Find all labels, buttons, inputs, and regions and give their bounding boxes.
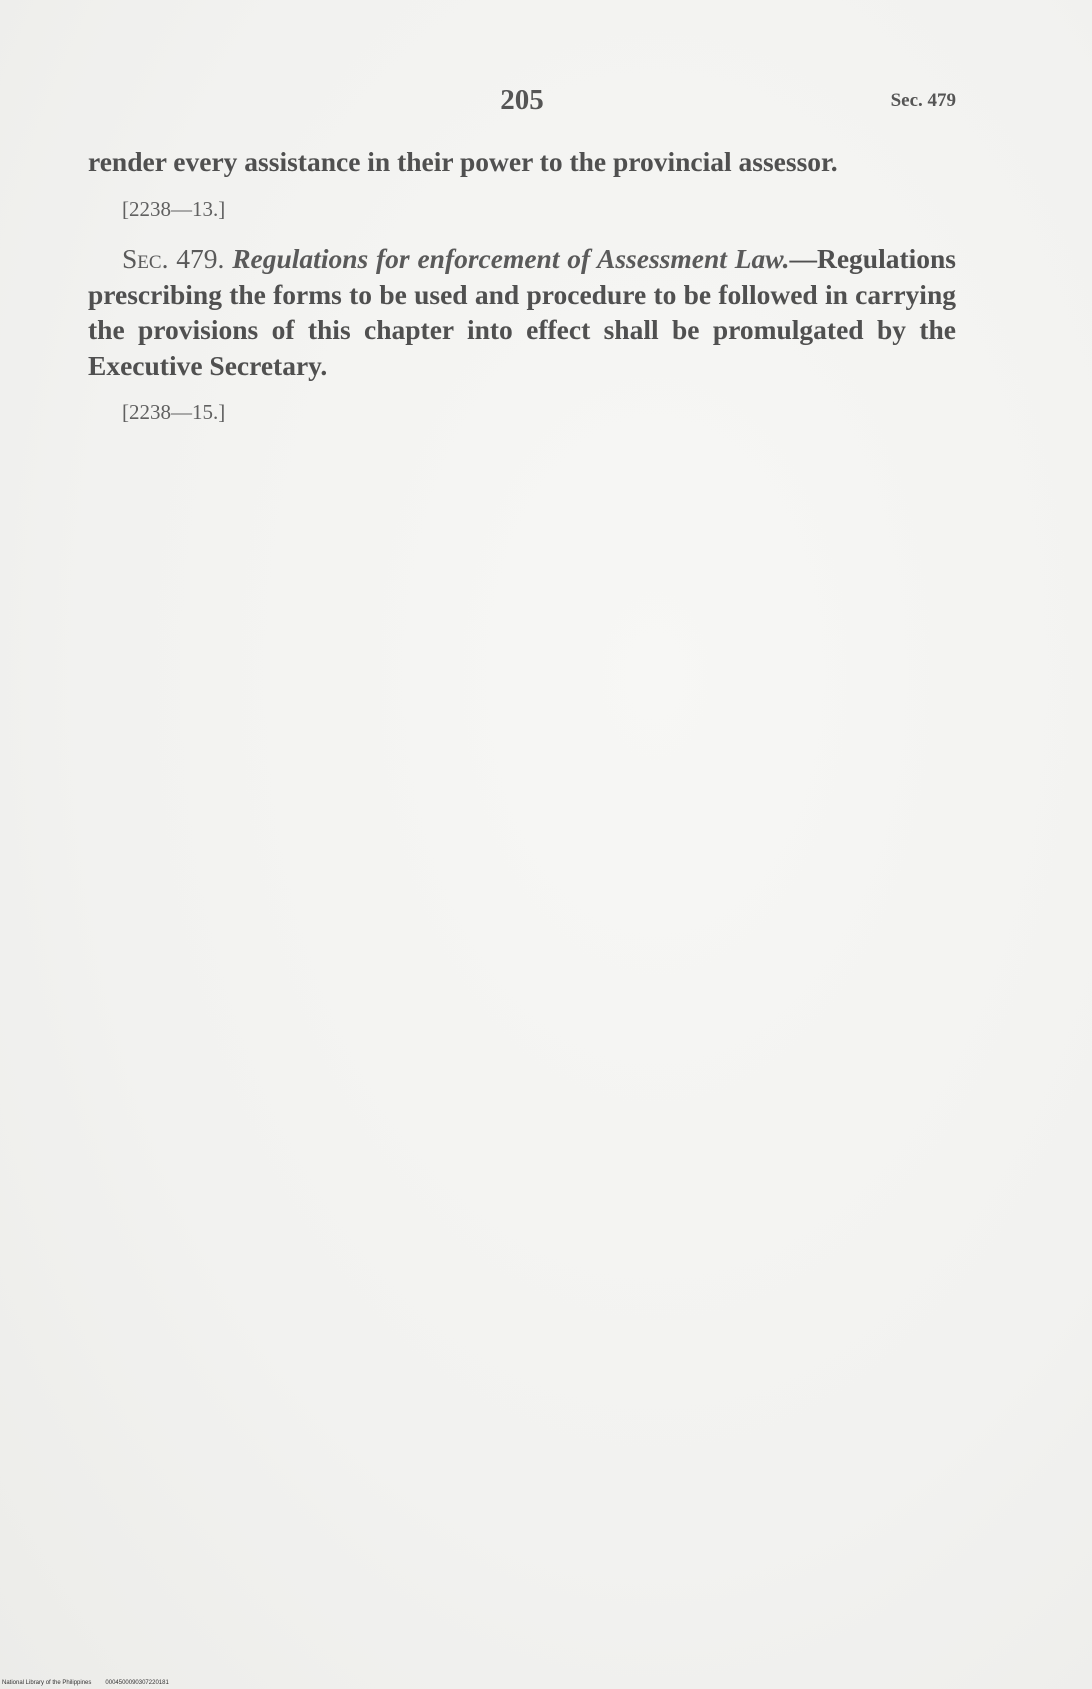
section-title: Regulations for enforcement of Assessment Law. [232,243,790,274]
scan-footer [2,1680,169,1686]
page-number: 205 [500,84,544,116]
citation-2238-13: [2238—13.] [122,196,226,221]
section-text: —Regulations prescribing the forms to be used and procedure to be followed in carrying the provisions of this chapter into effect shall be promulgated by the Executive Secretary. [88,243,956,381]
continuation-text: render every assistance in their power to the provincial assessor. [88,146,838,177]
section-label: Sec. 479. [122,243,225,274]
section-479-paragraph [88,241,956,383]
page-header [88,80,956,120]
page-body [88,144,956,445]
running-head: Sec. 479 [890,90,956,111]
scan-identifier: 0004500090307220181 [105,1680,169,1686]
continuation-paragraph [88,144,956,180]
citation-2238-15: [2238—15.] [122,400,226,424]
library-name: National Library of the Philippines [2,1680,92,1686]
